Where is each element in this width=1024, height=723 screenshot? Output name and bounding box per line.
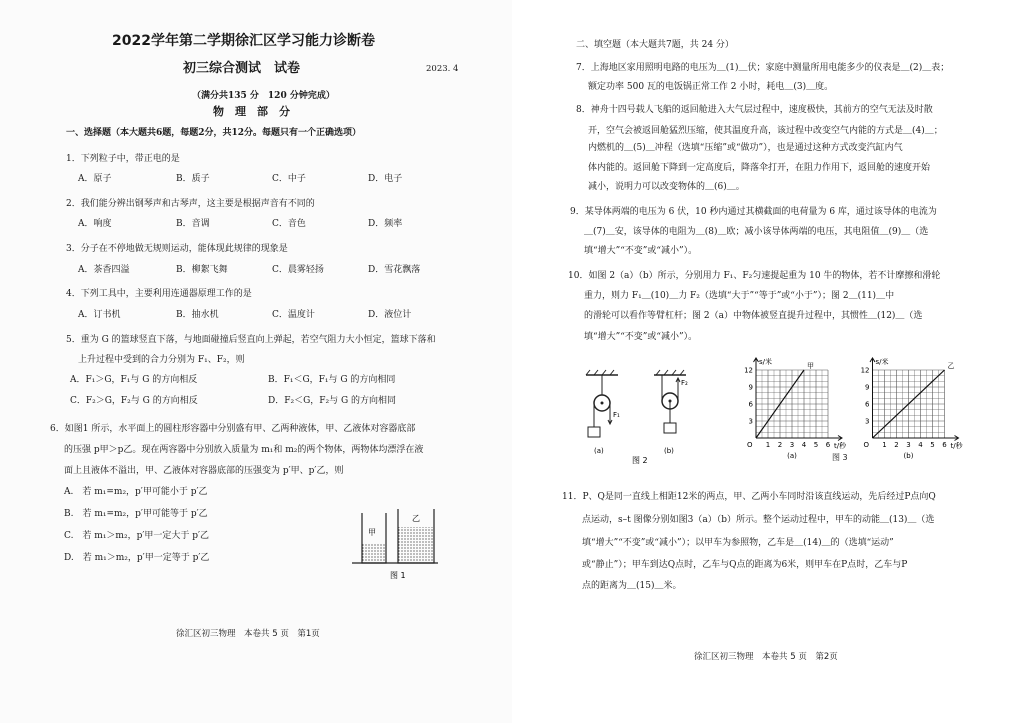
graph-b-x-tick-4: 4 (918, 441, 923, 449)
graph-a-caption: (a) (787, 452, 797, 460)
page-2-footer: 徐汇区初三物理 本卷共 5 页 第2页 (694, 652, 838, 662)
force-arrow-f2 (676, 378, 680, 385)
exam-subtitle: 初三综合测试 试卷 (183, 61, 301, 76)
q1-option-c: C．中子 (272, 174, 306, 184)
q7-line-1: 7．上海地区家用照明电路的电压为＿(1)＿伏；家庭中测量所用电能多少的仪表是＿(2)＿表； (576, 63, 950, 73)
q10-line-3: 的滑轮可以看作等臂杠杆；图 2（a）中物体被竖直提升过程中，其惯性＿(12)＿（选 (584, 311, 923, 321)
q9-line-1: 9．某导体两端的电压为 6 伏，10 秒内通过其横截面的电荷量为 6 库，通过该导体的电流为 (570, 207, 937, 217)
exam-title: 2022学年第二学期徐汇区学习能力诊断卷 (112, 33, 375, 49)
fig2-label-a: (a) (594, 447, 604, 455)
weight-a (588, 427, 600, 437)
score-info: （满分共135 分 120 分钟完成） (192, 91, 335, 101)
q6-option-a: A. 若 m₁=m₂，p′甲可能小于 p′乙 (64, 487, 208, 497)
q2-option-b: B．音调 (176, 219, 210, 229)
graph-a-x-tick-5: 5 (813, 441, 819, 449)
graph-b-y-label: s/米 (875, 358, 889, 366)
q3-option-d: D．雪花飘落 (368, 265, 421, 275)
q4-option-d: D．液位计 (368, 310, 412, 320)
q6-line-2: 的压强 p甲＞p乙。现在两容器中分别放入质量为 m₁和 m₂的两个物体，两物体均漂浮在液 (64, 445, 424, 455)
x-axis (756, 436, 842, 441)
q4-option-c: C．温度计 (272, 310, 315, 320)
q10-line-4: 填“增大”“不变”或“减小”）。 (584, 332, 698, 342)
graph-b-x-tick-1: 1 (882, 441, 887, 449)
graph-b-y-tick-3: 3 (865, 417, 870, 426)
q10-line-1: 10．如图 2（a）（b）所示，分别用力 F₁、F₂匀速提起重为 10 牛的物体，若不计摩擦和滑轮 (568, 271, 941, 281)
q1-option-a: A．原子 (78, 174, 112, 184)
graph-a-y-label: s/米 (759, 358, 773, 366)
q5-option-c: C．F₂＞G，F₂与 G 的方向相反 (70, 396, 198, 406)
q9-line-3: 填“增大”“不变”或“减小”）。 (584, 246, 698, 256)
q5-option-b: B．F₁＜G，F₁与 G 的方向相同 (268, 375, 396, 385)
q8-line-5: 减小，说明力可以改变物体的＿(6)＿。 (588, 182, 745, 192)
graph-a-x-tick-4: 4 (801, 441, 807, 449)
section-title: 物 理 部 分 (213, 105, 290, 118)
q2-stem: 2．我们能分辨出钢琴声和古琴声，这主要是根据声音有不同的 (66, 199, 315, 209)
graph-a-y-tick-3: 3 (748, 417, 753, 426)
q11-line-2: 点运动，s–t 图像分别如图3（a）（b）所示。整个运动过程中，甲车的动能＿(13)＿（选 (582, 515, 935, 525)
q4-option-b: B．抽水机 (176, 310, 219, 320)
q2-option-a: A．响度 (78, 219, 112, 229)
graph-b-x-label: t/秒 (950, 442, 963, 450)
graph-a-series-label: 甲 (807, 362, 814, 370)
graph-b-x-tick-6: 6 (942, 441, 947, 449)
liquid-yi (398, 527, 434, 563)
q9-line-2: ＿(7)＿安，该导体的电阻为＿(8)＿欧；减小该导体两端的电压，其电阻值＿(9)＿（选 (584, 227, 929, 237)
q6-option-d: D. 若 m₁＞m₂，p′甲一定等于 p′乙 (64, 553, 210, 563)
q8-line-4: 体内能的。返回舱下降到一定高度后，降落伞打开，在阻力作用下，返回舱的速度开始 (588, 163, 931, 173)
graph-b-x-tick-5: 5 (930, 441, 935, 449)
q8-line-3: 内燃机的＿(5)＿冲程（选填“压缩”或“做功”），也是通过这种方式改变汽缸内气 (588, 143, 903, 153)
fig1-label-yi: 乙 (412, 514, 420, 523)
fig2-caption: 图 2 (632, 456, 648, 465)
liquid-jia (362, 543, 386, 563)
q5-line-2: 上升过程中受到的合力分别为 F₁、F₂，则 (78, 355, 245, 365)
q5-option-a: A．F₁＞G，F₁与 G 的方向相反 (70, 375, 198, 385)
graph-b-x-tick-3: 3 (906, 441, 911, 449)
fig3-caption: 图 3 (832, 453, 848, 462)
graph-a-grid (756, 370, 828, 438)
part1-header: 一、选择题（本大题共6题，每题2分，共12分。每题只有一个正确选项） (66, 128, 362, 138)
graph-a (730, 356, 850, 461)
q6-line-3: 面上且液体不溢出，甲、乙液体对容器底部的压强变为 p′甲、p′乙，则 (64, 466, 344, 476)
label-f2: F₂ (681, 379, 688, 387)
graph-a-x-tick-1: 1 (765, 441, 771, 449)
graph-a-origin: O (747, 441, 753, 449)
part2-header: 二、填空题（本大题共7题，共 24 分） (576, 40, 734, 50)
q2-option-c: C．音色 (272, 219, 306, 229)
q1-option-d: D．电子 (368, 174, 403, 184)
figure-1 (350, 505, 440, 587)
q5-option-d: D．F₂＜G，F₂与 G 的方向相同 (268, 396, 397, 406)
fig1-caption: 图 1 (390, 571, 406, 580)
graph-a-x-tick-3: 3 (789, 441, 795, 449)
graph-b-caption: (b) (903, 452, 914, 460)
q8-line-2: 开，空气会被返回舱猛烈压缩，使其温度升高，该过程中改变空气内能的方式是＿(4)＿； (588, 126, 943, 136)
q1-stem: 1．下列粒子中，带正电的是 (66, 154, 180, 164)
q1-option-b: B．质子 (176, 174, 210, 184)
q8-line-1: 8．神舟十四号载人飞船的返回舱进入大气层过程中，速度极快，其前方的空气无法及时散 (576, 105, 933, 115)
q5-line-1: 5．重为 G 的篮球竖直下落，与地面碰撞后竖直向上弹起，若空气阻力大小恒定，篮球下落和 (66, 335, 436, 345)
q11-line-5: 点的距离为＿(15)＿米。 (582, 581, 682, 591)
q3-option-c: C．晨雾轻扬 (272, 265, 324, 275)
q10-line-2: 重力，则力 F₁＿(10)＿力 F₂（选填“大于”“等于”或“小于”）；图 2＿(11)＿中 (584, 291, 895, 301)
exam-date: 2023. 4 (426, 64, 459, 74)
q6-option-c: C. 若 m₁＞m₂，p′甲一定大于 p′乙 (64, 531, 210, 541)
graph-b-origin: O (863, 441, 870, 449)
fig1-label-jia: 甲 (368, 528, 376, 537)
q4-stem: 4．下列工具中，主要利用连通器原理工作的是 (66, 289, 252, 299)
q3-option-a: A．茶香四溢 (78, 265, 130, 275)
q3-stem: 3．分子在不停地做无规则运动，能体现此规律的现象是 (66, 244, 288, 254)
graph-b-x-tick-2: 2 (894, 441, 899, 449)
q7-line-2: 额定功率 500 瓦的电饭锅正常工作 2 小时，耗电＿(3)＿度。 (588, 82, 834, 92)
graph-b-y-tick-12: 12 (860, 366, 870, 375)
q6-option-b: B. 若 m₁=m₂，p′甲可能等于 p′乙 (64, 509, 208, 519)
weight-b (664, 423, 676, 433)
graph-b (844, 356, 969, 461)
q4-option-a: A．订书机 (78, 310, 121, 320)
q6-line-1: 6．如图1 所示，水平面上的圆柱形容器中分别盛有甲、乙两种液体，甲、乙液体对容器底部 (50, 424, 416, 434)
q11-line-4: 或“静止”）；甲车到达Q点时，乙车与Q点的距离为6米，则甲车在P点时，乙车与P (582, 560, 908, 570)
label-f1: F₁ (613, 411, 620, 419)
q11-line-3: 填“增大”“不变”或“减小”）；以甲车为参照物，乙车是＿(14)＿的（选填“运动” (582, 538, 894, 548)
force-arrow-f1 (608, 413, 612, 424)
graph-b-series-label: 乙 (947, 362, 955, 370)
graph-a-axes (754, 358, 843, 441)
q11-line-1: 11．P、Q是同一直线上相距12米的两点，甲、乙两小车同时沿该直线运动，先后经过P点向Q (562, 492, 936, 502)
graph-b-y-tick-6: 6 (865, 400, 870, 409)
graph-b-y-tick-9: 9 (865, 383, 870, 392)
graph-a-y-tick-9: 9 (748, 383, 753, 392)
page-2 (512, 0, 1024, 723)
graph-a-y-tick-6: 6 (748, 400, 753, 409)
figure-2 (578, 365, 708, 469)
page-1-footer: 徐汇区初三物理 本卷共 5 页 第1页 (176, 629, 320, 639)
q2-option-d: D．频率 (368, 219, 403, 229)
q3-option-b: B．柳絮飞舞 (176, 265, 228, 275)
graph-a-x-tick-2: 2 (777, 441, 783, 449)
x-axis (873, 436, 959, 441)
graph-a-x-label: t/秒 (834, 442, 847, 450)
graph-a-y-tick-12: 12 (744, 366, 753, 375)
graph-a-x-tick-6: 6 (825, 441, 831, 449)
fig2-label-b: (b) (664, 447, 674, 455)
